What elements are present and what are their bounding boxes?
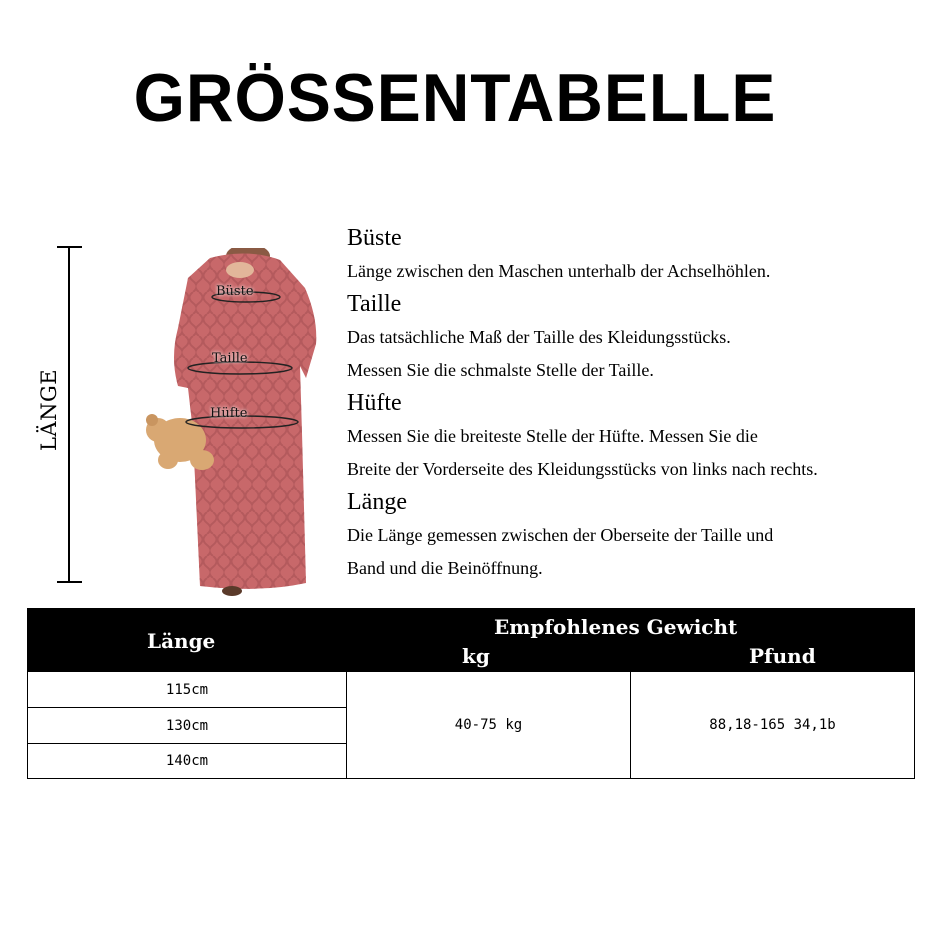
dress-illustration <box>140 248 325 598</box>
pound-value-cell: 88,18-165 34,1b <box>630 671 915 779</box>
waist-description-line-2: Messen Sie die schmalste Stelle der Taille. <box>347 360 654 380</box>
measurement-descriptions <box>347 222 937 585</box>
kg-value-cell: 40-75 kg <box>346 671 631 779</box>
hip-description-line-1: Messen Sie die breiteste Stelle der Hüfte. Messen Sie die <box>347 426 758 446</box>
bust-heading: Büste <box>347 225 402 251</box>
hip-heading: Hüfte <box>347 390 402 416</box>
header-pfund: Pfund <box>749 644 816 668</box>
header-recommended-weight: Empfohlenes Gewicht <box>494 615 738 639</box>
size-table <box>27 608 915 779</box>
header-length: Länge <box>147 629 216 653</box>
hip-label: Hüfte <box>210 406 248 421</box>
page-title: GRÖSSENTABELLE <box>133 60 777 136</box>
waist-label: Taille <box>212 351 248 366</box>
ruler-bottom-cap <box>57 581 82 583</box>
length-description-line-2: Band und die Beinöffnung. <box>347 558 543 578</box>
waist-description-line-1: Das tatsächliche Maß der Taille des Kleidungsstücks. <box>347 327 731 347</box>
bust-label: Büste <box>216 284 254 299</box>
length-cell-130: 130cm <box>27 707 347 744</box>
length-heading: Länge <box>347 489 407 515</box>
length-cell-115: 115cm <box>27 671 347 708</box>
length-description-line-1: Die Länge gemessen zwischen der Oberseite der Taille und <box>347 525 774 545</box>
hip-description-line-2: Breite der Vorderseite des Kleidungsstücks von links nach rechts. <box>347 459 818 479</box>
table-header <box>27 608 915 671</box>
waist-heading: Taille <box>347 291 402 317</box>
bust-description: Länge zwischen den Maschen unterhalb der Achselhöhlen. <box>347 261 771 281</box>
ruler-label: LÄNGE <box>37 368 61 452</box>
length-cell-140: 140cm <box>27 743 347 779</box>
ruler-line <box>68 247 70 582</box>
header-kg: kg <box>462 644 490 668</box>
dress-figure <box>140 248 325 598</box>
